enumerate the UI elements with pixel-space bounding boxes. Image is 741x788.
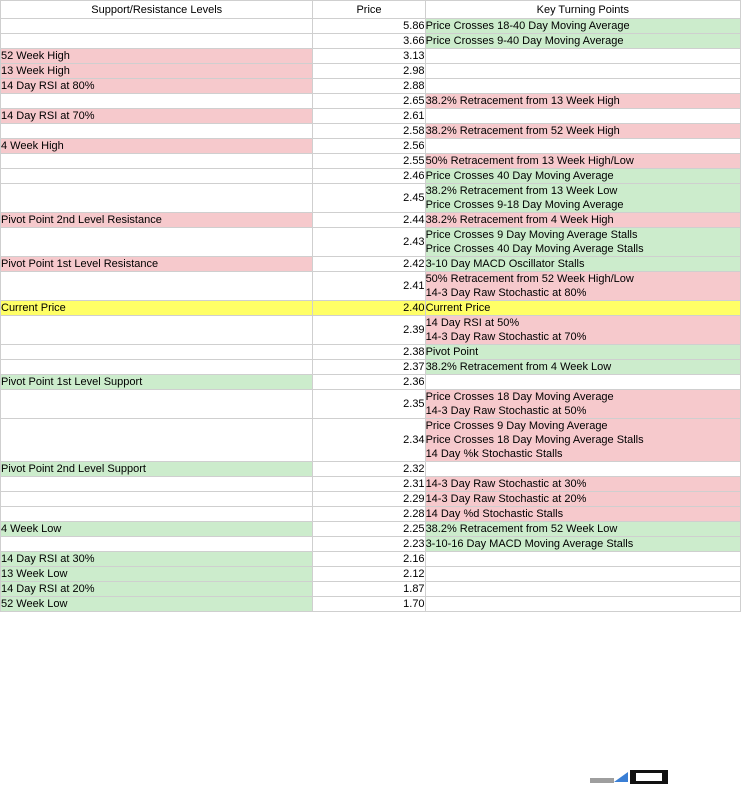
- key-turning-point-item: 38.2% Retracement from 4 Week High: [425, 214, 614, 226]
- support-resistance-label: Pivot Point 2nd Level Resistance: [1, 213, 313, 228]
- key-turning-point-item: 50% Retracement from 52 Week High/Low: [425, 273, 634, 285]
- key-turning-point-item: 14-3 Day Raw Stochastic at 50%: [425, 405, 587, 417]
- key-turning-point-cell: [425, 390, 740, 419]
- key-turning-point-cell: [425, 419, 740, 462]
- key-turning-point-item: 38.2% Retracement from 52 Week Low: [425, 523, 618, 535]
- support-resistance-label: 13 Week Low: [1, 567, 313, 582]
- table-row: [1, 34, 741, 49]
- support-resistance-label: Pivot Point 2nd Level Support: [1, 462, 313, 477]
- support-resistance-label: [1, 34, 313, 49]
- support-resistance-label: [1, 169, 313, 184]
- key-turning-point-cell: [425, 375, 740, 390]
- table-row: [1, 257, 741, 272]
- key-turning-point-cell: [425, 360, 740, 375]
- key-turning-point-item: 38.2% Retracement from 13 Week High: [425, 95, 620, 107]
- key-turning-point-cell: [425, 19, 740, 34]
- price-value: 2.34: [313, 419, 425, 462]
- key-turning-point-cell: [425, 567, 740, 582]
- key-turning-point-item: Pivot Point: [425, 346, 479, 358]
- key-turning-point-cell: [425, 34, 740, 49]
- support-resistance-label: [1, 272, 313, 301]
- price-value: 2.25: [313, 522, 425, 537]
- table-row: [1, 184, 741, 213]
- table-row: [1, 228, 741, 257]
- support-resistance-label: [1, 390, 313, 419]
- table-row: [1, 79, 741, 94]
- key-turning-point-item: Price Crosses 40 Day Moving Average: [425, 170, 614, 182]
- key-turning-point-cell: [425, 154, 740, 169]
- key-turning-point-cell: [425, 139, 740, 154]
- key-turning-point-cell: [425, 94, 740, 109]
- support-resistance-label: [1, 345, 313, 360]
- support-resistance-label: [1, 419, 313, 462]
- price-value: 2.98: [313, 64, 425, 79]
- key-turning-point-cell: [425, 537, 740, 552]
- key-turning-point-cell: [425, 582, 740, 597]
- support-resistance-label: 14 Day RSI at 80%: [1, 79, 313, 94]
- key-turning-point-cell: [425, 301, 740, 316]
- support-resistance-label: 14 Day RSI at 70%: [1, 109, 313, 124]
- price-value: 2.58: [313, 124, 425, 139]
- support-resistance-label: [1, 507, 313, 522]
- key-turning-point-item: 38.2% Retracement from 13 Week Low: [425, 185, 618, 197]
- column-header-support-resistance: Support/Resistance Levels: [1, 1, 313, 19]
- key-turning-point-cell: [425, 316, 740, 345]
- price-value: 2.12: [313, 567, 425, 582]
- table-row: [1, 477, 741, 492]
- column-header-key-turning-points: Key Turning Points: [425, 1, 740, 19]
- key-turning-point-cell: [425, 184, 740, 213]
- table-row: [1, 462, 741, 477]
- support-resistance-label: [1, 537, 313, 552]
- price-value: 2.65: [313, 94, 425, 109]
- table-row: [1, 316, 741, 345]
- key-turning-point-item: 14-3 Day Raw Stochastic at 30%: [425, 478, 587, 490]
- key-turning-point-cell: [425, 228, 740, 257]
- table-row: [1, 507, 741, 522]
- price-value: 3.13: [313, 49, 425, 64]
- support-resistance-label: [1, 154, 313, 169]
- price-value: 2.43: [313, 228, 425, 257]
- price-value: 2.56: [313, 139, 425, 154]
- key-turning-point-cell: [425, 64, 740, 79]
- key-turning-point-item: Price Crosses 18 Day Moving Average Stalls: [425, 434, 644, 446]
- key-turning-point-item: 3-10-16 Day MACD Moving Average Stalls: [425, 538, 634, 550]
- price-value: 5.86: [313, 19, 425, 34]
- support-resistance-label: [1, 477, 313, 492]
- key-turning-point-cell: [425, 169, 740, 184]
- support-resistance-label: [1, 124, 313, 139]
- price-value: 1.87: [313, 582, 425, 597]
- key-turning-point-cell: [425, 507, 740, 522]
- key-turning-point-cell: [425, 49, 740, 64]
- support-resistance-label: 14 Day RSI at 20%: [1, 582, 313, 597]
- footer-white-block: [636, 773, 662, 781]
- price-value: 2.29: [313, 492, 425, 507]
- price-value: 2.37: [313, 360, 425, 375]
- key-turning-point-item: Current Price: [425, 302, 491, 314]
- table-row: [1, 169, 741, 184]
- key-turning-point-item: Price Crosses 9 Day Moving Average Stalls: [425, 229, 638, 241]
- key-turning-point-item: Price Crosses 9-18 Day Moving Average: [425, 199, 624, 211]
- key-turning-point-cell: [425, 477, 740, 492]
- key-turning-point-item: Price Crosses 40 Day Moving Average Stalls: [425, 243, 644, 255]
- table-row: [1, 552, 741, 567]
- key-turning-point-item: 14-3 Day Raw Stochastic at 70%: [425, 331, 587, 343]
- table-row: [1, 360, 741, 375]
- price-value: 2.28: [313, 507, 425, 522]
- price-value: 2.46: [313, 169, 425, 184]
- support-resistance-label: 14 Day RSI at 30%: [1, 552, 313, 567]
- key-turning-point-item: 38.2% Retracement from 52 Week High: [425, 125, 620, 137]
- price-value: 2.61: [313, 109, 425, 124]
- key-turning-point-cell: [425, 462, 740, 477]
- price-value: 2.40: [313, 301, 425, 316]
- price-value: 2.42: [313, 257, 425, 272]
- price-value: 2.16: [313, 552, 425, 567]
- table-row: [1, 537, 741, 552]
- table-row: [1, 419, 741, 462]
- table-row: [1, 375, 741, 390]
- column-header-price: Price: [313, 1, 425, 19]
- key-turning-point-cell: [425, 257, 740, 272]
- table-row: [1, 109, 741, 124]
- price-value: 2.36: [313, 375, 425, 390]
- table-body: [1, 19, 741, 612]
- support-resistance-label: [1, 94, 313, 109]
- price-value: 2.45: [313, 184, 425, 213]
- table-row: [1, 522, 741, 537]
- price-value: 2.39: [313, 316, 425, 345]
- key-turning-point-cell: [425, 213, 740, 228]
- support-resistance-label: 4 Week High: [1, 139, 313, 154]
- table-row: [1, 390, 741, 419]
- support-resistance-label: [1, 316, 313, 345]
- key-turning-point-item: 14-3 Day Raw Stochastic at 80%: [425, 287, 587, 299]
- key-turning-point-cell: [425, 79, 740, 94]
- support-resistance-label: 4 Week Low: [1, 522, 313, 537]
- price-value: 1.70: [313, 597, 425, 612]
- price-value: 2.32: [313, 462, 425, 477]
- key-turning-point-cell: [425, 552, 740, 567]
- table-row: [1, 49, 741, 64]
- price-value: 2.55: [313, 154, 425, 169]
- price-value: 2.35: [313, 390, 425, 419]
- table-row: [1, 94, 741, 109]
- support-resistance-label: 52 Week Low: [1, 597, 313, 612]
- support-resistance-label: 13 Week High: [1, 64, 313, 79]
- key-turning-point-item: 14 Day %k Stochastic Stalls: [425, 448, 563, 460]
- table-row: [1, 124, 741, 139]
- table-row: [1, 64, 741, 79]
- table-row: [1, 272, 741, 301]
- key-turning-point-item: 50% Retracement from 13 Week High/Low: [425, 155, 634, 167]
- table-row: [1, 213, 741, 228]
- support-resistance-label: Pivot Point 1st Level Resistance: [1, 257, 313, 272]
- key-turning-point-item: Price Crosses 9-40 Day Moving Average: [425, 35, 624, 47]
- price-value: 2.88: [313, 79, 425, 94]
- price-value: 2.23: [313, 537, 425, 552]
- key-turning-point-item: 14 Day %d Stochastic Stalls: [425, 508, 564, 520]
- table-row: [1, 582, 741, 597]
- key-turning-point-cell: [425, 522, 740, 537]
- table-row: [1, 19, 741, 34]
- key-turning-point-item: Price Crosses 9 Day Moving Average: [425, 420, 608, 432]
- price-value: 3.66: [313, 34, 425, 49]
- support-resistance-label: Pivot Point 1st Level Support: [1, 375, 313, 390]
- table-row: [1, 567, 741, 582]
- price-value: 2.44: [313, 213, 425, 228]
- key-turning-point-cell: [425, 109, 740, 124]
- price-value: 2.38: [313, 345, 425, 360]
- key-turning-point-item: Price Crosses 18-40 Day Moving Average: [425, 20, 630, 32]
- key-turning-point-cell: [425, 597, 740, 612]
- price-value: 2.41: [313, 272, 425, 301]
- key-turning-point-item: Price Crosses 18 Day Moving Average: [425, 391, 614, 403]
- support-resistance-label: [1, 228, 313, 257]
- key-turning-point-cell: [425, 124, 740, 139]
- table-header-row: [1, 1, 741, 19]
- support-resistance-label: 52 Week High: [1, 49, 313, 64]
- key-turning-point-item: 3-10 Day MACD Oscillator Stalls: [425, 258, 585, 270]
- key-turning-point-cell: [425, 272, 740, 301]
- key-turning-point-cell: [425, 345, 740, 360]
- table-header: [1, 1, 741, 19]
- table-row: [1, 492, 741, 507]
- key-turning-point-cell: [425, 492, 740, 507]
- table-row: [1, 345, 741, 360]
- price-value: 2.31: [313, 477, 425, 492]
- table-row: [1, 597, 741, 612]
- table-row: [1, 301, 741, 316]
- support-resistance-label: Current Price: [1, 301, 313, 316]
- support-resistance-label: [1, 184, 313, 213]
- support-resistance-label: [1, 19, 313, 34]
- key-turning-point-item: 14-3 Day Raw Stochastic at 20%: [425, 493, 587, 505]
- table-row: [1, 139, 741, 154]
- table-row: [1, 154, 741, 169]
- key-turning-point-item: 14 Day RSI at 50%: [425, 317, 520, 329]
- key-turning-point-item: 38.2% Retracement from 4 Week Low: [425, 361, 612, 373]
- support-resistance-label: [1, 360, 313, 375]
- footer-gray-bar: [590, 778, 614, 783]
- support-resistance-label: [1, 492, 313, 507]
